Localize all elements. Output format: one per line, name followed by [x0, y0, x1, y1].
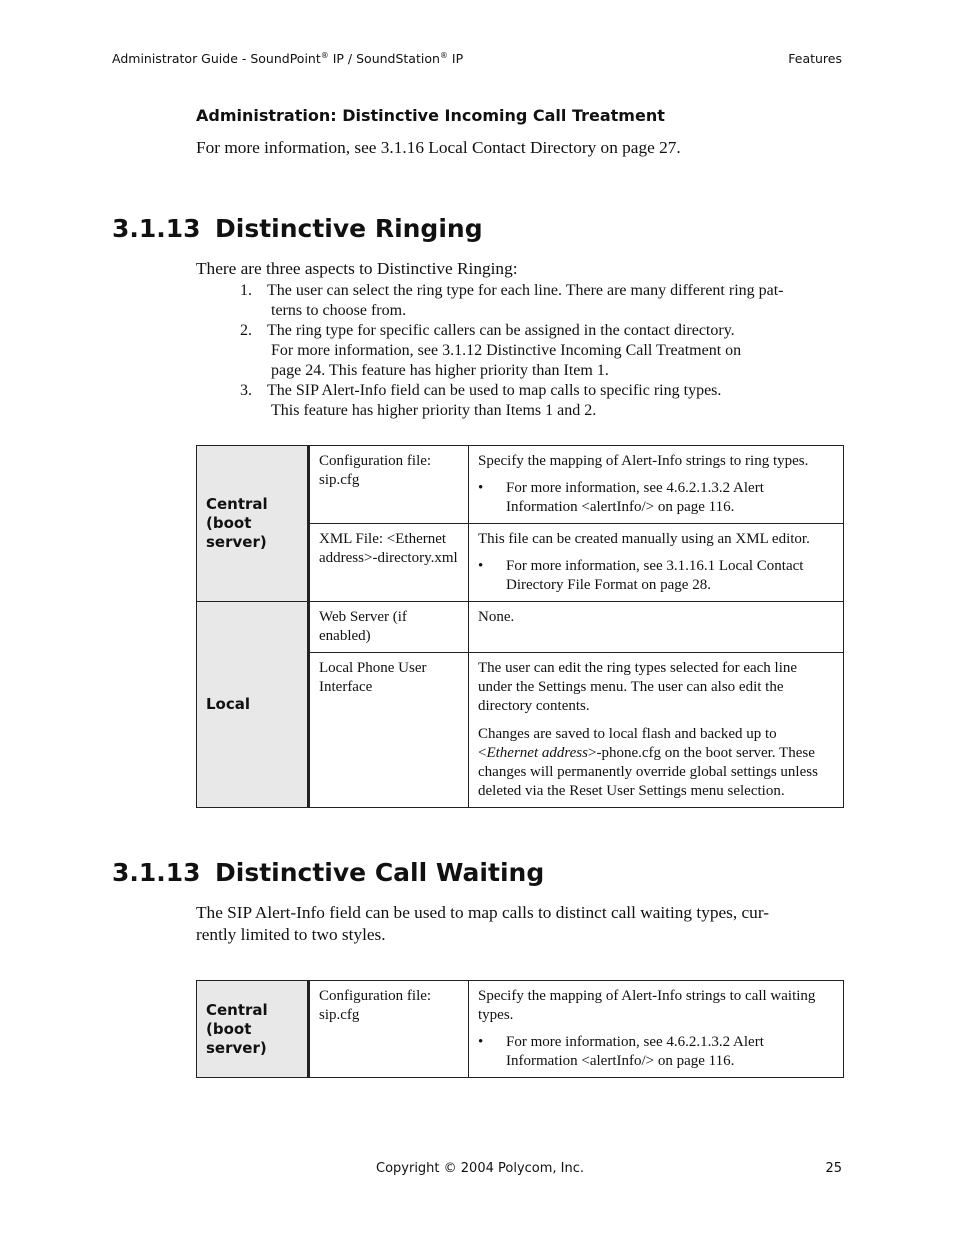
bullet-item	[478, 1033, 834, 1071]
bullet-icon: •	[478, 480, 484, 496]
intro-line: rently limited to two styles.	[196, 925, 386, 944]
table-row	[197, 446, 844, 524]
list-line: The SIP Alert-Info field can be used to map calls to specific ring types.	[267, 382, 722, 399]
header-text-a: Administrator Guide - SoundPoint	[112, 51, 321, 66]
source-cell: XML File: <Ethernet address>-directory.xml	[309, 524, 469, 602]
description-cell	[469, 446, 844, 524]
list-number: 2.	[240, 322, 252, 339]
description-cell	[469, 524, 844, 602]
description-text: This file can be created manually using an XML editor.	[478, 531, 810, 547]
running-header-title	[112, 51, 463, 66]
bullet-item	[478, 479, 834, 517]
ringing-config-table	[196, 445, 844, 808]
running-header-section: Features	[788, 51, 842, 66]
desc-emphasis: Ethernet address	[486, 745, 588, 761]
list-line: For more information, see 3.1.12 Distinctive Incoming Call Treatment on	[271, 342, 742, 359]
admin-heading: Administration: Distinctive Incoming Call Treatment	[196, 106, 665, 125]
section-number: 3.1.13	[112, 214, 201, 243]
header-text-c: IP	[447, 51, 464, 66]
section-number: 3.1.13	[112, 858, 201, 887]
description-text	[478, 725, 834, 801]
source-cell: Configuration file: sip.cfg	[309, 981, 469, 1078]
section-title: Distinctive Call Waiting	[215, 858, 545, 887]
list-item	[240, 281, 840, 321]
bullet-text: For more information, see 4.6.2.1.3.2 Alert Information <alertInfo/> on page 116.	[506, 1034, 764, 1069]
source-cell: Local Phone User Interface	[309, 653, 469, 808]
list-line: The ring type for specific callers can be assigned in the contact directory.	[267, 322, 735, 339]
bullet-item	[478, 557, 834, 595]
desc-part: Changes are saved to local flash and backed up to <	[478, 726, 777, 761]
description-cell	[469, 653, 844, 808]
list-item	[240, 381, 840, 421]
row-label-central: Central (boot server)	[197, 446, 309, 602]
row-label-local: Local	[197, 602, 309, 808]
list-number: 1.	[240, 282, 252, 299]
intro-line: The SIP Alert-Info field can be used to map calls to distinct call waiting types, cur-	[196, 903, 769, 922]
list-line: page 24. This feature has higher priority than Item 1.	[271, 362, 609, 379]
desc-part: >-phone.cfg on the boot server. These changes will permanently override global settings unless deleted via the Reset User Settings menu selection.	[478, 745, 818, 799]
description-text: The user can edit the ring types selected for each line under the Settings menu. The user can also edit the directory contents.	[478, 660, 798, 714]
section-heading-distinctive-ringing	[112, 214, 483, 243]
bullet-icon: •	[478, 558, 484, 574]
list-line: The user can select the ring type for each line. There are many different ring pat-	[267, 282, 784, 299]
call-waiting-config-table	[196, 980, 844, 1078]
list-line: This feature has higher priority than Items 1 and 2.	[271, 402, 597, 419]
table-row	[197, 981, 844, 1078]
description-cell: None.	[469, 602, 844, 653]
footer-copyright: Copyright © 2004 Polycom, Inc.	[376, 1161, 585, 1176]
registered-mark: ®	[320, 50, 329, 60]
numbered-list	[240, 281, 840, 421]
registered-mark: ®	[439, 50, 448, 60]
header-text-b: IP / SoundStation	[328, 51, 440, 66]
bullet-icon: •	[478, 1034, 484, 1050]
page-number: 25	[825, 1161, 842, 1176]
source-cell: Configuration file: sip.cfg	[309, 446, 469, 524]
description-cell	[469, 981, 844, 1078]
bullet-text: For more information, see 4.6.2.1.3.2 Alert Information <alertInfo/> on page 116.	[506, 480, 764, 515]
list-line: terns to choose from.	[271, 302, 407, 319]
admin-text: For more information, see 3.1.16 Local Contact Directory on page 27.	[196, 138, 681, 157]
table-row	[197, 602, 844, 653]
section-heading-distinctive-call-waiting	[112, 858, 544, 887]
description-text: Specify the mapping of Alert-Info strings to call waiting types.	[478, 988, 816, 1023]
section-title: Distinctive Ringing	[215, 214, 483, 243]
list-item	[240, 321, 840, 381]
bullet-text: For more information, see 3.1.16.1 Local Contact Directory File Format on page 28.	[506, 558, 804, 593]
description-text: Specify the mapping of Alert-Info strings to ring types.	[478, 453, 809, 469]
section-intro: There are three aspects to Distinctive Ringing:	[196, 259, 518, 278]
section-intro	[196, 902, 769, 946]
list-number: 3.	[240, 382, 252, 399]
source-cell: Web Server (if enabled)	[309, 602, 469, 653]
row-label-central: Central (boot server)	[197, 981, 309, 1078]
